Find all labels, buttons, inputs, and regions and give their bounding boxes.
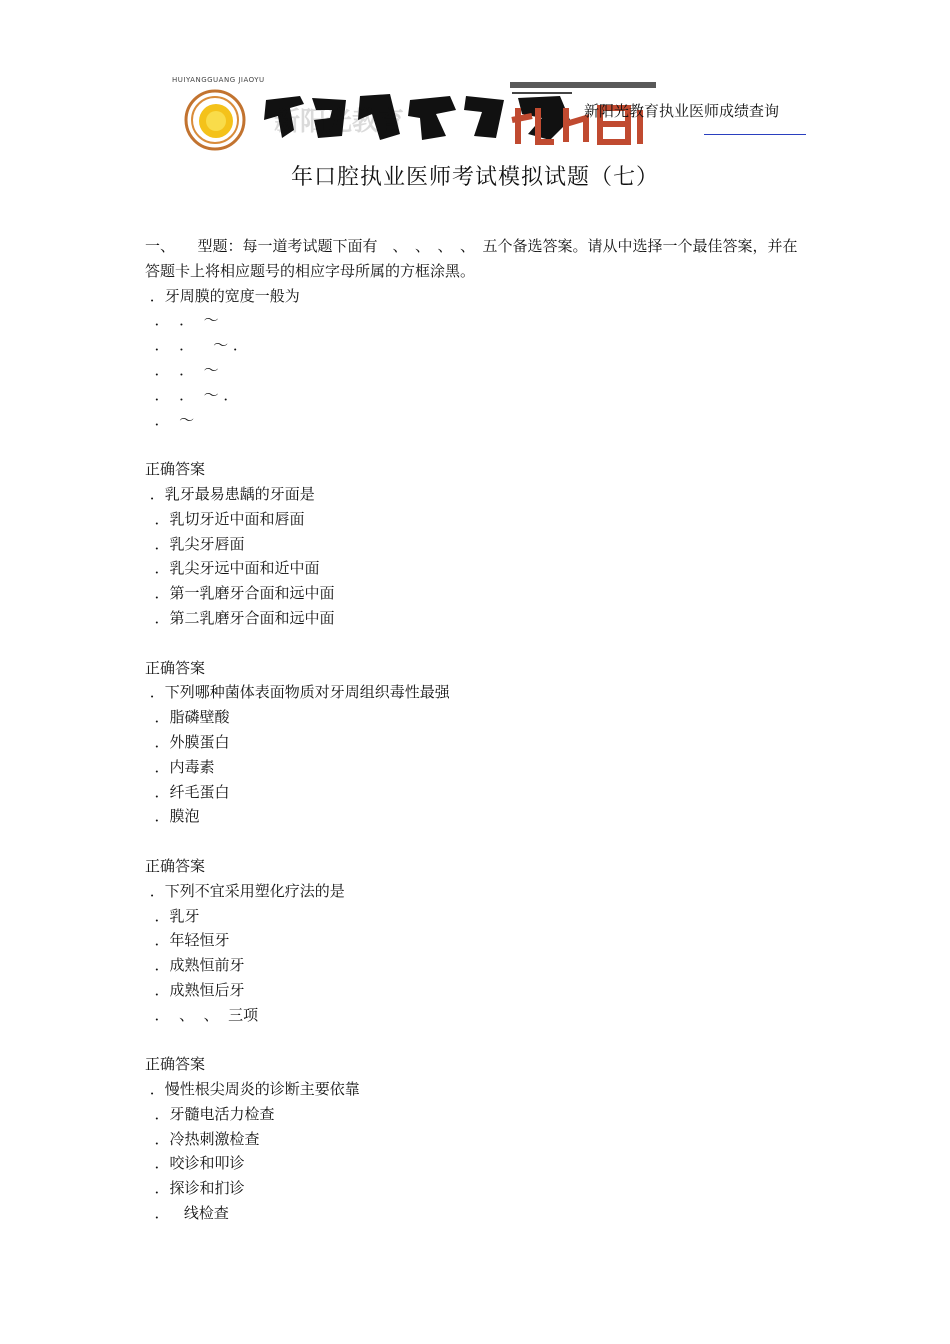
question-stem: ．乳牙最易患龋的牙面是	[145, 484, 315, 503]
svg-text:新阳光教育: 新阳光教育	[274, 107, 405, 137]
option-e: ．膜泡	[145, 807, 200, 826]
answer-label: 正确答案	[145, 1055, 206, 1074]
option-b: ．乳尖牙唇面	[145, 534, 245, 553]
option-c: ． ． ～	[145, 360, 219, 379]
option-d: ． ． ～ ．	[145, 385, 239, 404]
answer-label: 正确答案	[145, 460, 206, 479]
option-a: ．乳牙	[145, 906, 200, 925]
answer-label: 正确答案	[145, 658, 206, 677]
option-c: ．成熟恒前牙	[145, 956, 245, 975]
option-a: ．牙髓电活力检查	[145, 1104, 275, 1123]
option-d: ．探诊和扪诊	[145, 1179, 245, 1198]
question-stem: ．慢性根尖周炎的诊断主要依靠	[145, 1080, 360, 1099]
option-b: ．年轻恒牙	[145, 931, 230, 950]
page-title: 年口腔执业医师考试模拟试题（七）	[290, 165, 659, 190]
option-b: ．冷热刺激检查	[145, 1129, 260, 1148]
question-2	[145, 482, 810, 680]
score-query-link[interactable]: 新阳光教育执业医师成绩查询	[584, 102, 780, 120]
option-c: ．乳尖牙远中面和近中面	[145, 559, 320, 578]
answer-label: 正确答案	[145, 856, 206, 875]
option-a: ．乳切牙近中面和唇面	[145, 509, 305, 528]
option-d: ．第一乳磨牙合面和远中面	[145, 584, 335, 603]
option-e: ． 、 、 三项	[145, 1005, 259, 1024]
logo-tiny-text: HUIYANGGUANG JIAOYU	[172, 76, 265, 84]
question-5	[145, 1077, 810, 1226]
question-4	[145, 879, 810, 1077]
option-e: ．第二乳磨牙合面和远中面	[145, 608, 335, 627]
sun-logo-icon	[182, 88, 246, 152]
header	[168, 72, 808, 157]
question-stem: ．牙周膜的宽度一般为	[145, 286, 300, 305]
option-a: ． ． ～	[145, 311, 219, 330]
option-b: ． ． ～ ．	[145, 336, 248, 355]
option-b: ．外膜蛋白	[145, 732, 230, 751]
option-d: ．纤毛蛋白	[145, 782, 230, 801]
section-intro: 一、 型题：每一道考试题下面有 、 、 、 、 五个备选答案。请从中选择一个最佳答案，并在答题卡上将相应题号的相应字母所属的方框涂黑。	[145, 237, 798, 280]
option-d: ．成熟恒后牙	[145, 980, 245, 999]
question-3	[145, 680, 810, 878]
option-a: ．脂磷壁酸	[145, 708, 230, 727]
exam-content	[145, 234, 810, 1226]
question-stem: ．下列不宜采用塑化疗法的是	[145, 881, 345, 900]
question-stem: ．下列哪种菌体表面物质对牙周组织毒性最强	[145, 683, 450, 702]
option-c: ．咬诊和叩诊	[145, 1154, 245, 1173]
link-underline	[704, 134, 806, 135]
option-e: ． 线检查	[145, 1204, 229, 1223]
question-1	[145, 284, 810, 482]
option-c: ．内毒素	[145, 757, 215, 776]
option-e: ． ～	[145, 410, 195, 429]
